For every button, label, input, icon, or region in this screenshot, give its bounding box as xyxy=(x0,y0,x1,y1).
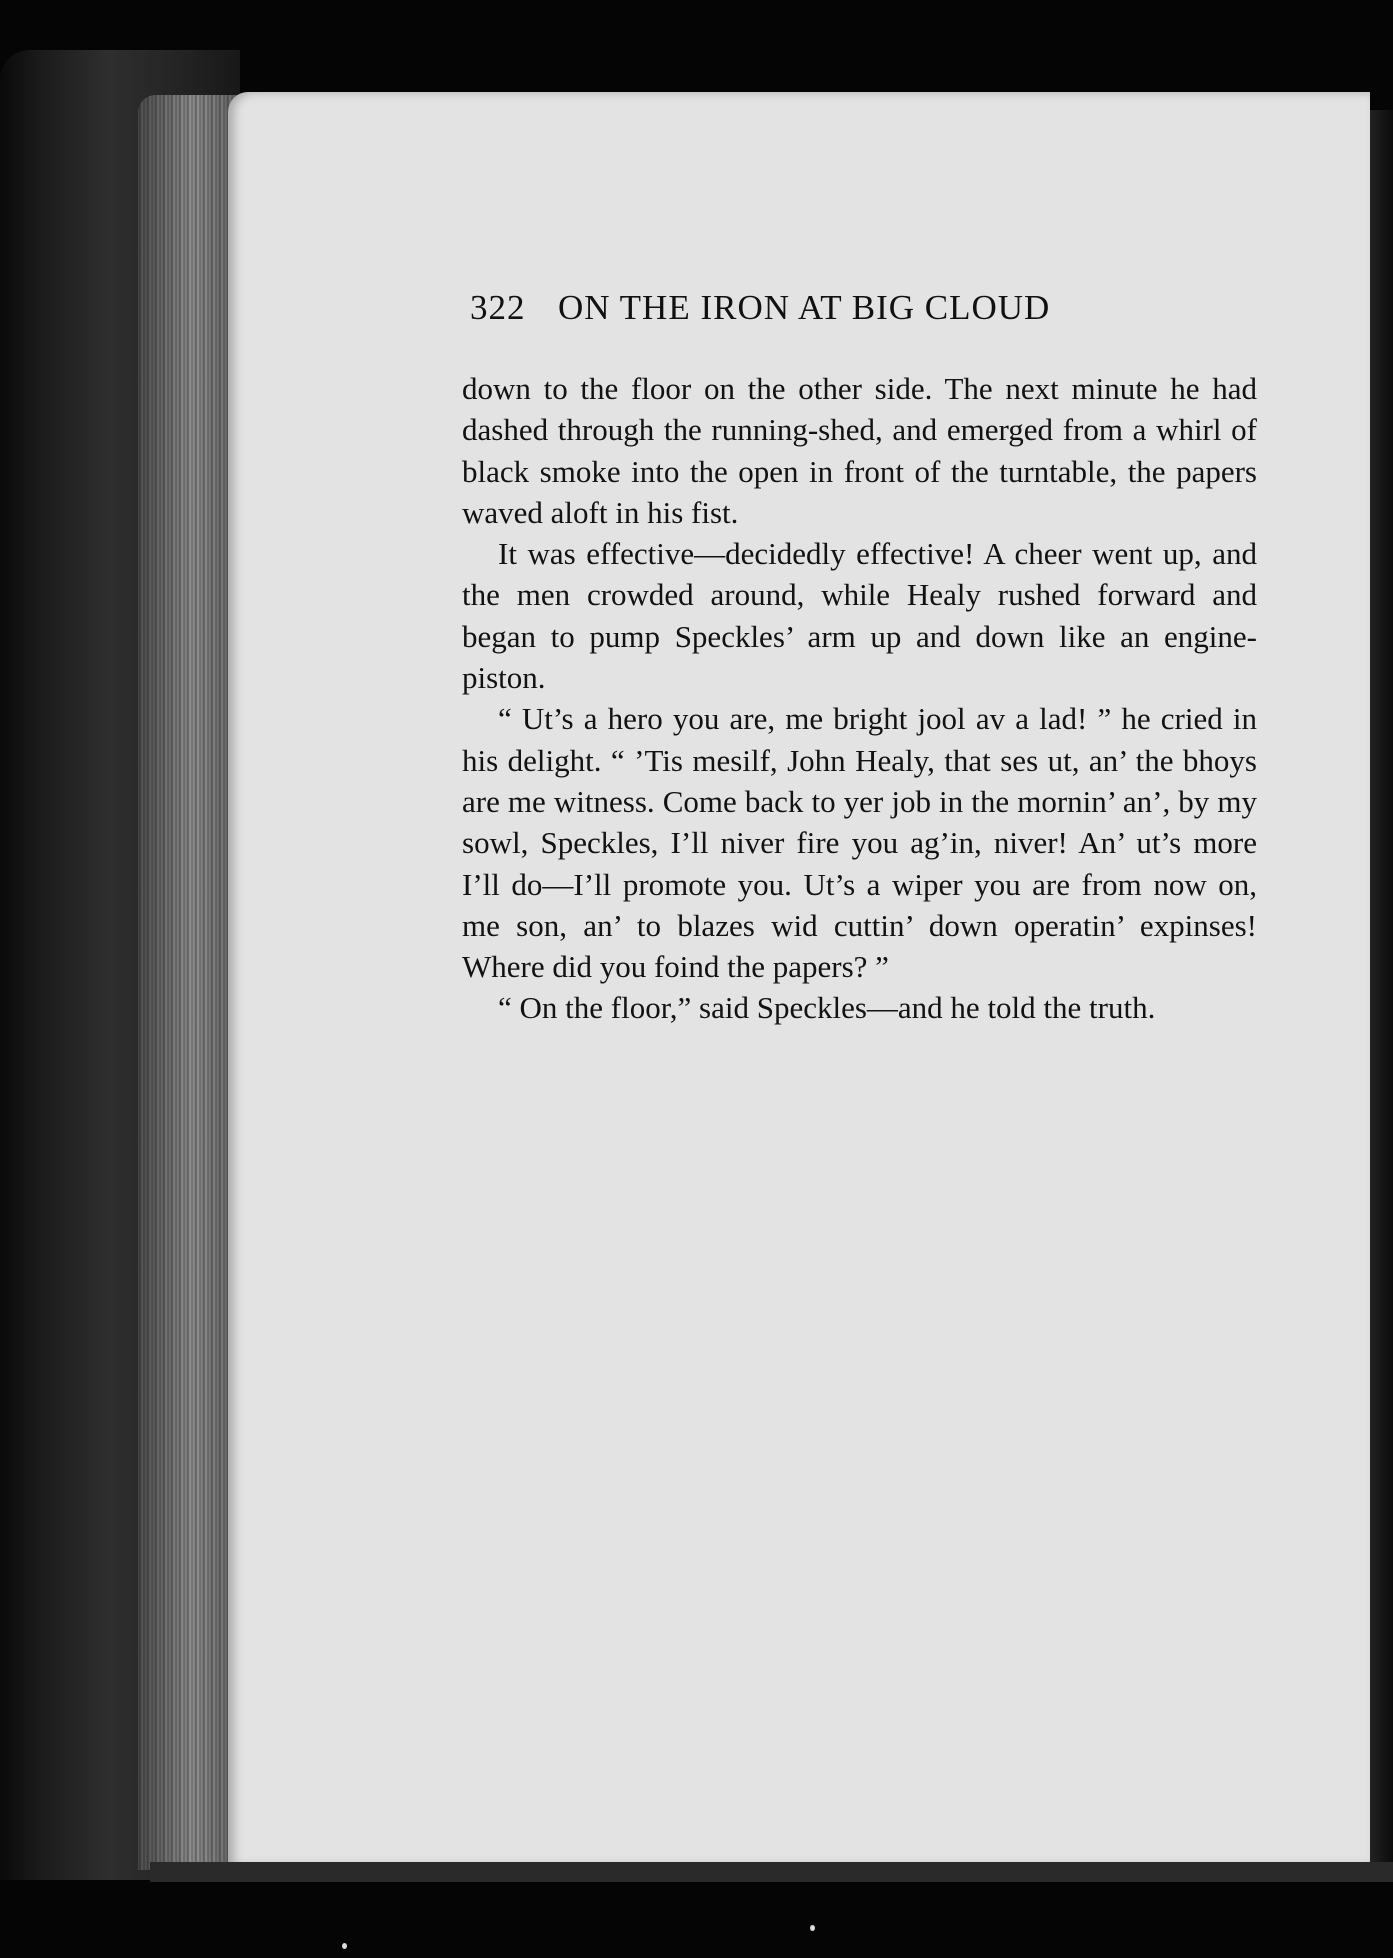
bottom-book-edge xyxy=(150,1862,1393,1882)
dust-speck xyxy=(810,1925,815,1931)
paragraph-4: “ On the floor,” said Speckles—and he told the truth. xyxy=(498,990,1156,1026)
paragraph-3: “ Ut’s a hero you are, me bright jool av a lad! ” he cried in his delight. “ ’Tis mesilf, John Healy, that ses ut, an’ the bhoys are me witness. Come back to yer job in the mornin’ an’, by my sowl, Speckles, I’ll niver fire you ag’in, niver! An’ ut’s more I’ll do—I’ll promote you. Ut’s a wiper you are from now on, me son, an’ to blazes wid cuttin’ down operatin’ expinses! Where did you foind the papers? ” xyxy=(462,701,1257,985)
running-head-title: ON THE IRON AT BIG CLOUD xyxy=(558,288,1051,327)
running-head xyxy=(470,288,1170,328)
page-number: 322 xyxy=(470,288,526,327)
right-page-edge xyxy=(1370,110,1393,1870)
body-text xyxy=(462,368,1257,1029)
paragraph-1: down to the floor on the other side. The next minute he had dashed through the running-shed, and emerged from a whirl of black smoke into the open in front of the turntable, the papers waved aloft in his fist. xyxy=(462,371,1257,530)
dust-speck xyxy=(342,1943,347,1949)
paragraph-2: It was effective—decidedly effective! A cheer went up, and the men crowded around, while Healy rushed forward and began to pump Speckles’ arm up and down like an engine-piston. xyxy=(462,536,1257,696)
